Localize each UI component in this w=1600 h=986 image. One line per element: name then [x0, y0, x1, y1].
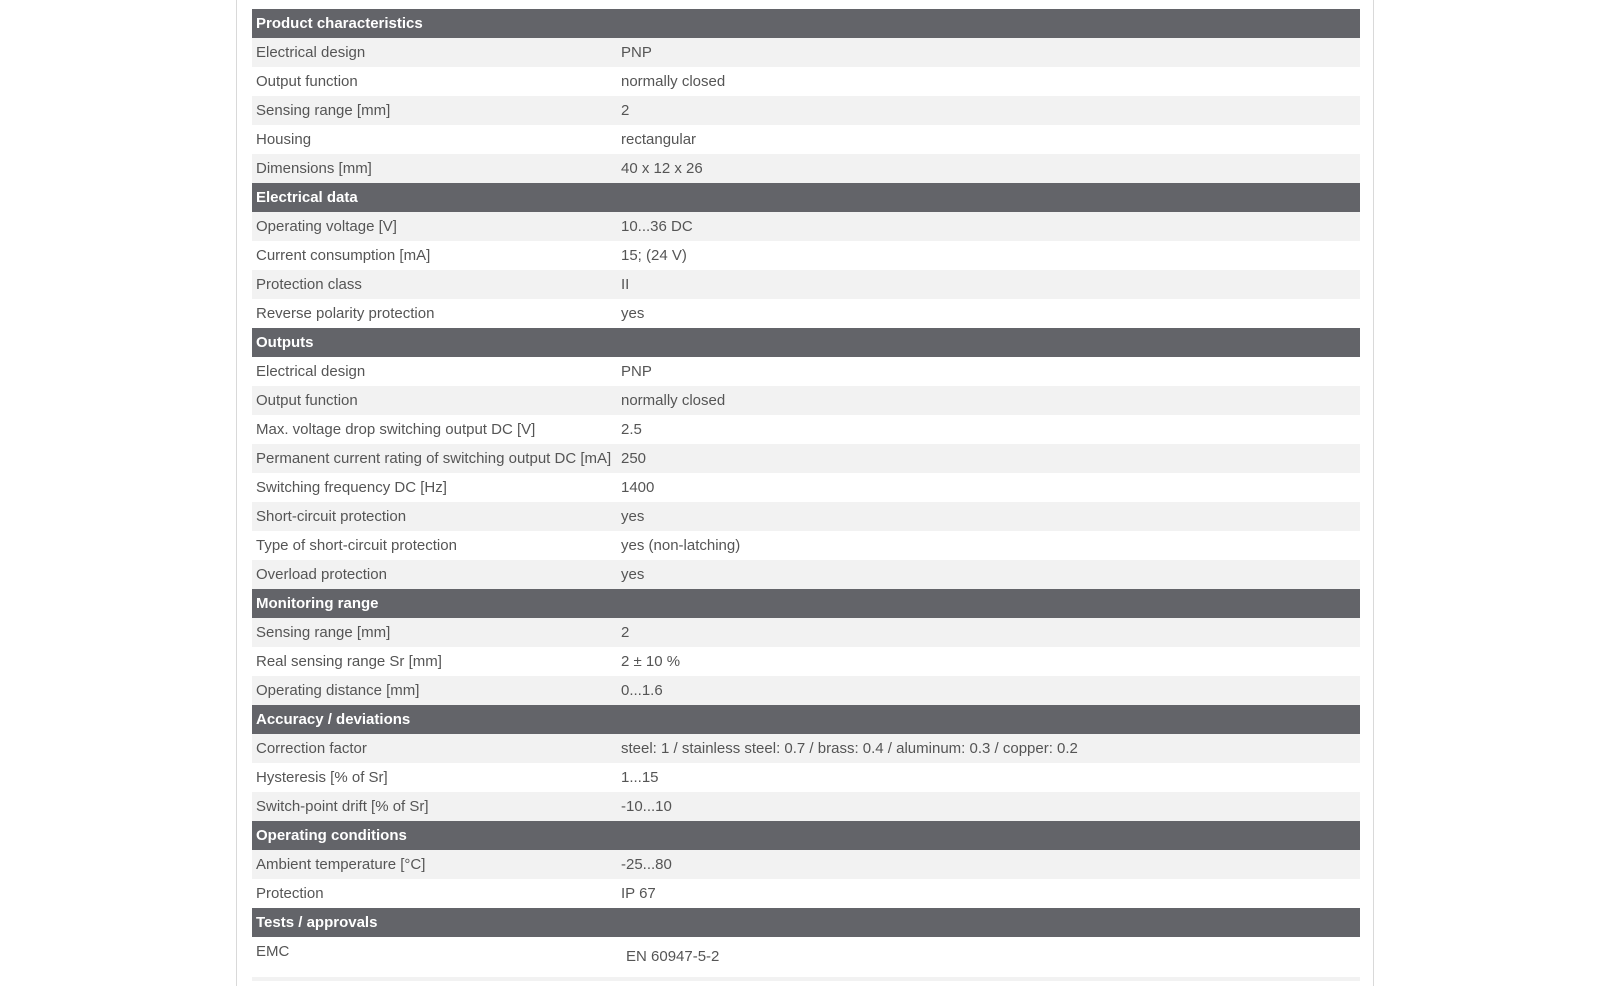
section-header-product-characteristics: Product characteristics: [252, 9, 1360, 38]
row-label: Correction factor: [256, 740, 367, 757]
table-row: [252, 154, 1360, 183]
table-row: [252, 270, 1360, 299]
table-row: [252, 473, 1360, 502]
table-row: [252, 67, 1360, 96]
spec-table: [252, 9, 1360, 981]
row-label: Output function: [256, 392, 358, 409]
row-value: yes: [621, 566, 645, 583]
section-header-electrical-data: Electrical data: [252, 183, 1360, 212]
row-value: 1...15: [621, 769, 659, 786]
row-label: Current consumption [mA]: [256, 247, 431, 264]
table-row: [252, 212, 1360, 241]
row-value: normally closed: [621, 73, 726, 90]
row-value: 10...36 DC: [621, 218, 693, 235]
table-row: [252, 415, 1360, 444]
row-value: steel: 1 / stainless steel: 0.7 / brass: 0.4 / aluminum: 0.3 / copper: 0.2: [621, 740, 1078, 757]
row-value: 2 ± 10 %: [621, 653, 681, 670]
row-label: Switching frequency DC [Hz]: [256, 479, 447, 496]
table-row: [252, 299, 1360, 328]
row-value: yes (non-latching): [621, 537, 741, 554]
row-value: 15; (24 V): [621, 247, 687, 264]
row-label: Switch-point drift [% of Sr]: [256, 798, 429, 815]
row-label: EMC: [256, 943, 290, 960]
table-row: [252, 386, 1360, 415]
table-row: [252, 502, 1360, 531]
row-label: Electrical design: [256, 44, 366, 61]
row-value: 1400: [621, 479, 655, 496]
row-label: Real sensing range Sr [mm]: [256, 653, 442, 670]
table-row: [252, 96, 1360, 125]
row-label: Sensing range [mm]: [256, 102, 391, 119]
row-label: Ambient temperature [°C]: [256, 856, 426, 873]
row-value: yes: [621, 305, 645, 322]
table-row: [252, 792, 1360, 821]
row-label: Permanent current rating of switching output DC [mA]: [256, 450, 612, 467]
table-row: [252, 734, 1360, 763]
table-row: [252, 560, 1360, 589]
row-value: 0...1.6: [621, 682, 663, 699]
row-value: yes: [621, 508, 645, 525]
table-row: [252, 357, 1360, 386]
row-label: Max. voltage drop switching output DC [V]: [256, 421, 536, 438]
row-label: Operating distance [mm]: [256, 682, 420, 699]
row-label: Reverse polarity protection: [256, 305, 435, 322]
row-value: 2: [621, 624, 630, 641]
table-row: [252, 676, 1360, 705]
row-label: Operating voltage [V]: [256, 218, 397, 235]
row-label: Protection: [256, 885, 324, 902]
table-row: [252, 444, 1360, 473]
row-label: Housing: [256, 131, 312, 148]
table-row: [252, 850, 1360, 879]
section-header-monitoring-range: Monitoring range: [252, 589, 1360, 618]
row-value: II: [621, 276, 630, 293]
row-value: PNP: [621, 44, 652, 61]
row-label: Dimensions [mm]: [256, 160, 372, 177]
row-label: Overload protection: [256, 566, 387, 583]
section-header-accuracy-deviations: Accuracy / deviations: [252, 705, 1360, 734]
section-header-outputs: Outputs: [252, 328, 1360, 357]
table-row: [252, 647, 1360, 676]
row-value: -25...80: [621, 856, 672, 873]
row-value: EN 60947-5-2: [626, 948, 720, 965]
row-label: Sensing range [mm]: [256, 624, 391, 641]
row-label: Hysteresis [% of Sr]: [256, 769, 388, 786]
table-row: [252, 763, 1360, 792]
table-row: [252, 937, 1360, 977]
table-row: [252, 38, 1360, 67]
row-value: 2.5: [621, 421, 642, 438]
table-row: [252, 618, 1360, 647]
row-value: 250: [621, 450, 647, 467]
row-value: normally closed: [621, 392, 726, 409]
row-value: -10...10: [621, 798, 672, 815]
row-label: Short-circuit protection: [256, 508, 407, 525]
row-label: Type of short-circuit protection: [256, 537, 457, 554]
table-row: [252, 125, 1360, 154]
table-row-partial: [252, 977, 1360, 981]
table-row: [252, 241, 1360, 270]
row-value: PNP: [621, 363, 652, 380]
row-value: 2: [621, 102, 630, 119]
section-header-operating-conditions: Operating conditions: [252, 821, 1360, 850]
row-value: 40 x 12 x 26: [621, 160, 703, 177]
row-label: Protection class: [256, 276, 362, 293]
row-value: IP 67: [621, 885, 656, 902]
row-label: Electrical design: [256, 363, 366, 380]
row-label: Output function: [256, 73, 358, 90]
table-row: [252, 531, 1360, 560]
section-header-tests-approvals: Tests / approvals: [252, 908, 1360, 937]
table-row: [252, 879, 1360, 908]
row-value: rectangular: [621, 131, 697, 148]
